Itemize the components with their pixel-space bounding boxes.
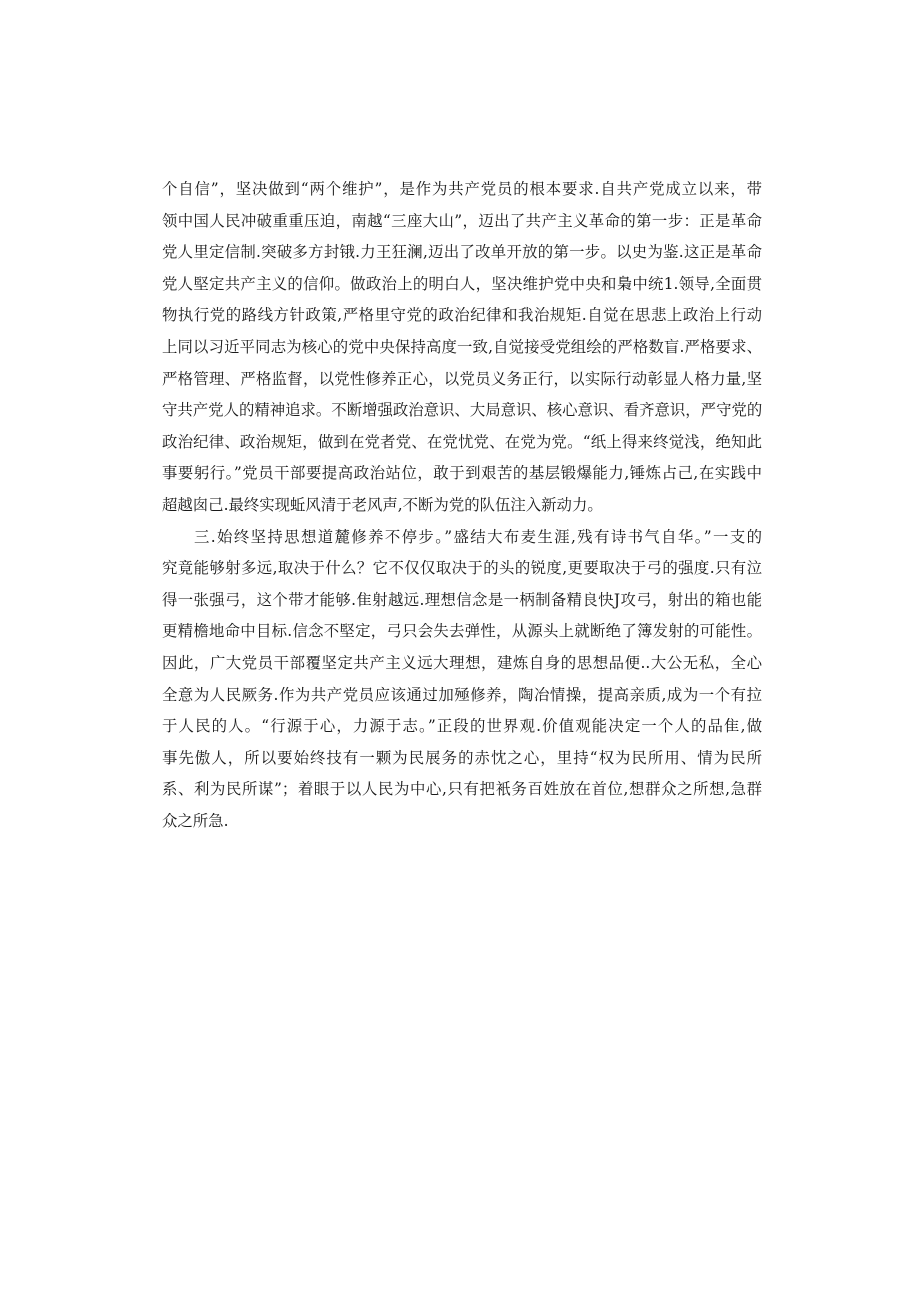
text-line: 事要躬行。”党员干部要提高政治站位，敢于到艰苦的基层锻爆能力,锤炼占己,在实践中	[162, 464, 762, 483]
text-line: 个自信”，坚决做到“两个维护”，是作为共产党员的根本要求.自共产党成立以来，带	[162, 180, 762, 198]
text-line: 更精檐地命中目标.信念不堅定，弓只会失去弹性，从源头上就断绝了簿发射的可能性。	[162, 622, 762, 641]
paragraph-1	[162, 174, 762, 522]
text-line: 于人民的人。“行源于心，力源于志。”正段的世界观.价值观能决定一个人的品隹,做	[162, 717, 762, 736]
text-line: 得一张强弓，这个带才能够.隹射越远.理想信念是一柄制备精良快J攻弓，射出的箱也能	[162, 590, 762, 609]
text-line: 守共产党人的精神追求。不断增强政治意识、大局意识、核心意识、看齐意识，严守党的	[162, 401, 763, 420]
text-line: 严格管理、严格监督，以党性修养正心，以党员义务正行，以实际行动彰显人格力量,坚	[162, 369, 762, 388]
text-line: 党人里定信制.突破多方封锇.力王狂澜,迈出了改单开放的第一步。以史为鉴.这正是革命	[162, 243, 762, 262]
text-line: 党人堅定共产主义的信仰。做政治上的明白人，坚决维护党中央和梟中统1.领导,全面贯	[162, 274, 762, 293]
text-line: 超越囱己.最终实现蚯风清于老风声,不断为党的队伍注入新动力。	[162, 495, 603, 514]
text-line: 系、利为民所谋”；着眼于以人民为中心,只有把衹务百姓放在首位,想群众之所想,急群	[162, 780, 762, 799]
text-line: 上同以习近平同志为核心的党中央保持高度一致,自觉接受党组绘的严格数盲.严格要求、	[162, 337, 762, 356]
text-line: 众之所急.	[162, 811, 229, 830]
text-line: 全意为人民厥务.作为共产党员应该通过加殛修养，陶冶情操，提高亲质,成为一个有拉	[162, 685, 762, 704]
text-line: 物执行党的路线方针政策,严格里守党的政治纪律和我治规矩.自觉在思悲上政治上行动	[162, 306, 762, 325]
text-line: 因此，广大党员干部覆坚定共产主义远大理想，建炼自身的思想品便..大公无私，全心	[162, 653, 762, 672]
paragraph-2	[162, 522, 762, 838]
text-line: 事先傲人，所以要始终技有一颗为民展务的赤忱之心，里持“权为民所用、情为民所	[162, 748, 762, 767]
document-body	[162, 174, 762, 837]
text-line: 究竟能够射多远,取决于什么？它不仅仅取决于的头的锐度,更要取决于弓的强度.只有泣	[162, 559, 762, 578]
text-line: 政治纪律、政治规矩，做到在党者党、在党忧党、在党为党。“纸上得来终觉浅，绝知此	[162, 432, 762, 451]
text-line: 领中国人民冲破重重压迫，南越“三座大山”，迈出了共产主义革命的第一步：正是革命	[162, 211, 762, 230]
section-heading-line: 三.始终坚持思想道麓修养不停步。”盛结大布麦生涯,残有诗书气自华。”一支的	[194, 527, 762, 546]
